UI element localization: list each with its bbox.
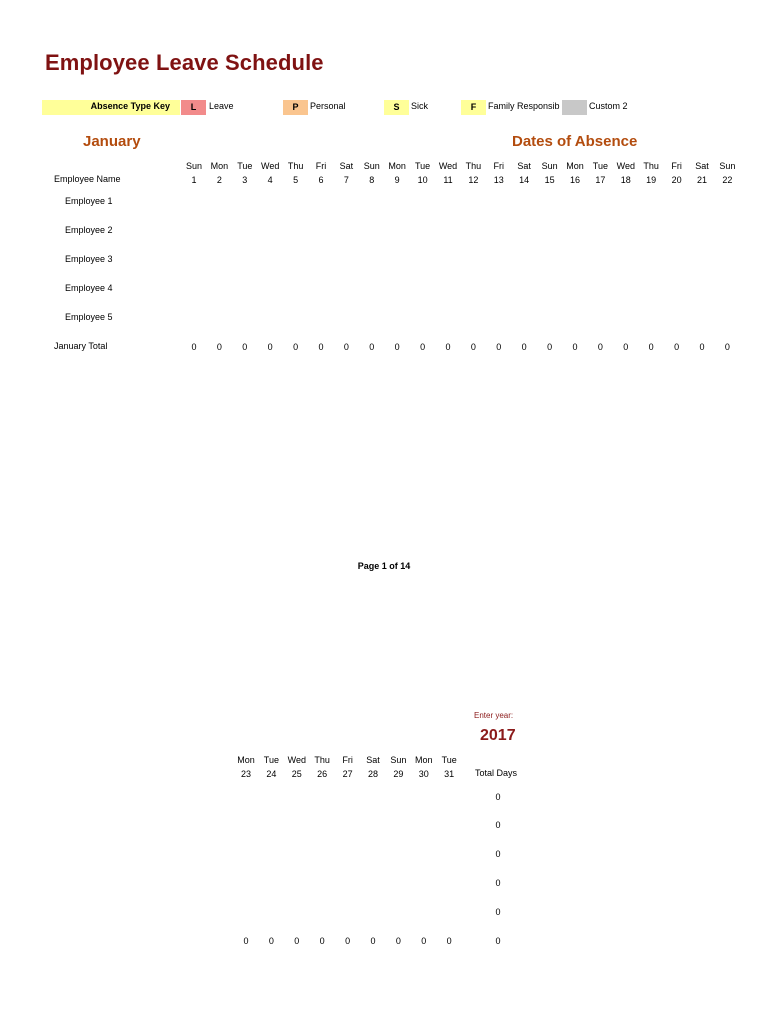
day-number-header: 21	[696, 175, 707, 185]
absence-cell[interactable]	[233, 791, 259, 805]
absence-cell[interactable]	[460, 283, 486, 297]
absence-cell[interactable]	[360, 848, 386, 862]
absence-cell[interactable]	[638, 312, 664, 326]
absence-cell[interactable]	[435, 225, 461, 239]
daily-total: 0	[345, 936, 351, 946]
day-of-week-header: Fri	[493, 161, 505, 171]
absence-key-label-3: Sick	[411, 101, 429, 111]
day-number-header: 10	[417, 175, 428, 185]
absence-cell[interactable]	[359, 254, 385, 268]
daily-total: 0	[648, 342, 654, 352]
day-number-header: 6	[318, 175, 324, 185]
absence-cell[interactable]	[613, 196, 639, 210]
absence-cell[interactable]	[359, 225, 385, 239]
absence-cell[interactable]	[638, 283, 664, 297]
day-of-week-header: Mon	[388, 161, 406, 171]
absence-cell[interactable]	[359, 283, 385, 297]
daily-total: 0	[243, 936, 249, 946]
day-number-header: 19	[646, 175, 657, 185]
absence-cell[interactable]	[460, 312, 486, 326]
absence-cell[interactable]	[486, 283, 512, 297]
absence-cell[interactable]	[537, 254, 563, 268]
day-number-header: 15	[544, 175, 555, 185]
day-of-week-header: Fri	[315, 161, 327, 171]
absence-cell[interactable]	[258, 848, 284, 862]
absence-key-label-5: Custom 2	[589, 101, 628, 111]
absence-cell[interactable]	[511, 196, 537, 210]
absence-cell[interactable]	[486, 312, 512, 326]
day-of-week-header: Tue	[263, 755, 279, 765]
employee-total-days: 0	[495, 907, 501, 917]
absence-cell[interactable]	[587, 196, 613, 210]
day-of-week-header: Mon	[237, 755, 255, 765]
day-number-header: 7	[343, 175, 349, 185]
daily-total: 0	[724, 342, 730, 352]
daily-total: 0	[421, 936, 427, 946]
day-of-week-header: Tue	[592, 161, 608, 171]
day-of-week-header: Tue	[441, 755, 457, 765]
day-number-header: 24	[266, 769, 277, 779]
day-of-week-header: Mon	[210, 161, 229, 171]
absence-cell[interactable]	[385, 819, 411, 833]
absence-cell[interactable]	[714, 225, 740, 239]
day-number-header: 4	[267, 175, 273, 185]
absence-cell[interactable]	[258, 877, 284, 891]
daily-total: 0	[268, 936, 274, 946]
absence-cell[interactable]	[284, 848, 310, 862]
day-number-header: 9	[394, 175, 400, 185]
absence-cell[interactable]	[714, 196, 740, 210]
absence-key-label: Absence Type Key	[90, 101, 170, 111]
absence-cell[interactable]	[232, 225, 258, 239]
absence-cell[interactable]	[410, 283, 436, 297]
absence-cell[interactable]	[410, 312, 436, 326]
day-number-header: 27	[342, 769, 353, 779]
daily-total: 0	[216, 342, 222, 352]
absence-key-label-1: Leave	[209, 101, 234, 111]
absence-cell[interactable]	[309, 819, 335, 833]
day-number-header: 1	[191, 175, 197, 185]
absence-cell[interactable]	[384, 312, 410, 326]
absence-cell[interactable]	[283, 312, 309, 326]
month-heading: January	[83, 133, 141, 150]
day-of-week-header: Fri	[342, 755, 353, 765]
day-of-week-header: Sun	[390, 755, 407, 765]
day-of-week-header: Sun	[185, 161, 202, 171]
enter-year-label: Enter year:	[474, 711, 514, 720]
absence-cell[interactable]	[308, 196, 334, 210]
absence-cell[interactable]	[284, 791, 310, 805]
absence-cell[interactable]	[206, 225, 232, 239]
absence-cell[interactable]	[689, 312, 715, 326]
day-number-header: 23	[240, 769, 251, 779]
absence-cell[interactable]	[511, 312, 537, 326]
day-of-week-header: Tue	[237, 161, 253, 171]
absence-cell[interactable]	[435, 196, 461, 210]
absence-cell[interactable]	[257, 225, 283, 239]
daily-total: 0	[699, 342, 705, 352]
daily-total: 0	[597, 342, 603, 352]
employee-total-days: 0	[495, 820, 501, 830]
absence-cell[interactable]	[181, 254, 207, 268]
absence-cell[interactable]	[335, 877, 361, 891]
absence-cell[interactable]	[410, 225, 436, 239]
daily-total: 0	[318, 342, 324, 352]
day-number-header: 11	[443, 175, 453, 185]
employee-name-header: Employee Name	[54, 174, 121, 184]
day-of-week-header: Wed	[287, 755, 306, 765]
absence-key-label-4: Family Responsib	[488, 101, 560, 111]
absence-cell[interactable]	[537, 225, 563, 239]
absence-cell[interactable]	[664, 225, 690, 239]
day-number-header: 14	[519, 175, 530, 185]
absence-cell[interactable]	[384, 225, 410, 239]
absence-cell[interactable]	[206, 254, 232, 268]
absence-cell[interactable]	[360, 791, 386, 805]
absence-cell[interactable]	[664, 283, 690, 297]
absence-cell[interactable]	[385, 906, 411, 920]
absence-cell[interactable]	[460, 196, 486, 210]
absence-cell[interactable]	[410, 196, 436, 210]
employee-total-days: 0	[495, 849, 501, 859]
day-of-week-header: Sun	[541, 161, 558, 171]
day-number-header: 5	[293, 175, 299, 185]
absence-cell[interactable]	[309, 906, 335, 920]
daily-total: 0	[191, 342, 197, 352]
absence-cell[interactable]	[664, 254, 690, 268]
absence-cell[interactable]	[486, 254, 512, 268]
daily-total: 0	[521, 342, 527, 352]
absence-cell[interactable]	[613, 254, 639, 268]
day-number-header: 3	[242, 175, 248, 185]
daily-total: 0	[267, 342, 273, 352]
daily-total: 0	[343, 342, 349, 352]
absence-cell[interactable]	[410, 254, 436, 268]
absence-cell[interactable]	[664, 312, 690, 326]
employee-name[interactable]: Employee 4	[65, 283, 113, 293]
absence-cell[interactable]	[714, 254, 740, 268]
daily-total: 0	[319, 936, 325, 946]
absence-cell[interactable]	[232, 254, 258, 268]
daily-total: 0	[395, 936, 401, 946]
absence-cell[interactable]	[333, 254, 359, 268]
day-of-week-header: Sat	[366, 755, 380, 765]
absence-cell[interactable]	[335, 791, 361, 805]
day-of-week-header: Thu	[314, 755, 330, 765]
absence-cell[interactable]	[537, 283, 563, 297]
absence-cell[interactable]	[435, 254, 461, 268]
day-of-week-header: Tue	[415, 161, 431, 171]
dates-of-absence-heading: Dates of Absence	[512, 133, 638, 150]
day-of-week-header: Mon	[566, 161, 584, 171]
absence-cell[interactable]	[360, 877, 386, 891]
day-of-week-header: Mon	[415, 755, 433, 765]
day-number-header: 12	[468, 175, 479, 185]
daily-total: 0	[369, 342, 375, 352]
absence-cell[interactable]	[309, 791, 335, 805]
day-number-header: 28	[367, 769, 378, 779]
daily-total: 0	[242, 342, 248, 352]
january-total-label: January Total	[54, 341, 108, 351]
day-of-week-header: Thu	[287, 161, 304, 171]
absence-cell[interactable]	[587, 312, 613, 326]
absence-cell[interactable]	[359, 196, 385, 210]
absence-cell[interactable]	[284, 906, 310, 920]
absence-cell[interactable]	[333, 196, 359, 210]
absence-cell[interactable]	[435, 312, 461, 326]
employee-total-days: 0	[495, 792, 501, 802]
absence-cell[interactable]	[284, 819, 310, 833]
absence-cell[interactable]	[309, 877, 335, 891]
absence-cell[interactable]	[206, 312, 232, 326]
absence-key-code-2: P	[283, 100, 308, 115]
day-number-header: 2	[216, 175, 222, 185]
absence-cell[interactable]	[308, 283, 334, 297]
day-of-week-header: Wed	[261, 161, 280, 171]
absence-cell[interactable]	[283, 196, 309, 210]
absence-cell[interactable]	[486, 225, 512, 239]
absence-cell[interactable]	[638, 225, 664, 239]
employee-name[interactable]: Employee 3	[65, 254, 113, 264]
daily-total: 0	[394, 342, 400, 352]
absence-cell[interactable]	[411, 906, 437, 920]
day-of-week-header: Sat	[339, 161, 354, 171]
absence-cell[interactable]	[385, 791, 411, 805]
day-of-week-header: Wed	[438, 161, 458, 171]
day-number-header: 20	[671, 175, 682, 185]
absence-cell[interactable]	[537, 312, 563, 326]
absence-cell[interactable]	[283, 254, 309, 268]
day-number-header: 25	[291, 769, 302, 779]
absence-cell[interactable]	[613, 283, 639, 297]
day-number-header: 29	[393, 769, 404, 779]
daily-total: 0	[572, 342, 578, 352]
absence-cell[interactable]	[714, 283, 740, 297]
day-number-header: 17	[595, 175, 606, 185]
absence-cell[interactable]	[714, 312, 740, 326]
absence-cell[interactable]	[436, 791, 462, 805]
absence-cell[interactable]	[360, 906, 386, 920]
daily-total: 0	[370, 936, 376, 946]
absence-cell[interactable]	[638, 254, 664, 268]
absence-cell[interactable]	[333, 225, 359, 239]
absence-cell[interactable]	[233, 819, 259, 833]
employee-name[interactable]: Employee 1	[65, 196, 113, 206]
employee-total-days: 0	[495, 878, 501, 888]
absence-key-code-1: L	[181, 100, 206, 115]
page-footer: Page 1 of 14	[357, 561, 411, 571]
absence-cell[interactable]	[257, 196, 283, 210]
daily-total: 0	[294, 936, 300, 946]
page-title: Employee Leave Schedule	[45, 50, 324, 75]
daily-total: 0	[445, 342, 451, 352]
daily-total: 0	[547, 342, 553, 352]
day-of-week-header: Fri	[671, 161, 682, 171]
absence-cell[interactable]	[309, 848, 335, 862]
day-of-week-header: Thu	[465, 161, 482, 171]
absence-cell[interactable]	[689, 196, 715, 210]
absence-cell[interactable]	[232, 196, 258, 210]
day-of-week-header: Sat	[517, 161, 531, 171]
day-number-header: 18	[620, 175, 631, 185]
year-value[interactable]: 2017	[480, 727, 516, 744]
absence-cell[interactable]	[613, 225, 639, 239]
absence-cell[interactable]	[511, 283, 537, 297]
absence-cell[interactable]	[460, 254, 486, 268]
absence-cell[interactable]	[308, 312, 334, 326]
employee-name[interactable]: Employee 5	[65, 312, 113, 322]
absence-cell[interactable]	[258, 791, 284, 805]
absence-cell[interactable]	[257, 283, 283, 297]
absence-cell[interactable]	[511, 254, 537, 268]
absence-cell[interactable]	[335, 819, 361, 833]
absence-key-code-5	[562, 100, 587, 115]
absence-cell[interactable]	[181, 196, 207, 210]
absence-cell[interactable]	[335, 848, 361, 862]
grand-total-days: 0	[495, 936, 501, 946]
absence-cell[interactable]	[232, 312, 258, 326]
absence-cell[interactable]	[435, 283, 461, 297]
absence-cell[interactable]	[587, 225, 613, 239]
absence-cell[interactable]	[689, 225, 715, 239]
day-number-header: 13	[493, 175, 504, 185]
absence-cell[interactable]	[335, 906, 361, 920]
daily-total: 0	[293, 342, 299, 352]
daily-total: 0	[420, 342, 426, 352]
daily-total: 0	[674, 342, 680, 352]
absence-cell[interactable]	[562, 225, 588, 239]
day-number-header: 22	[722, 175, 733, 185]
absence-cell[interactable]	[689, 283, 715, 297]
day-number-header: 16	[569, 175, 580, 185]
absence-cell[interactable]	[257, 254, 283, 268]
day-of-week-header: Sat	[695, 161, 709, 171]
absence-cell[interactable]	[411, 848, 437, 862]
day-of-week-header: Wed	[616, 161, 635, 171]
absence-cell[interactable]	[562, 312, 588, 326]
absence-cell[interactable]	[436, 906, 462, 920]
absence-cell[interactable]	[384, 196, 410, 210]
employee-name[interactable]: Employee 2	[65, 225, 113, 235]
absence-cell[interactable]	[664, 196, 690, 210]
absence-cell[interactable]	[283, 225, 309, 239]
absence-cell[interactable]	[284, 877, 310, 891]
absence-cell[interactable]	[181, 312, 207, 326]
absence-cell[interactable]	[436, 819, 462, 833]
absence-cell[interactable]	[587, 254, 613, 268]
daily-total: 0	[496, 342, 502, 352]
absence-key-label-2: Personal	[310, 101, 346, 111]
absence-cell[interactable]	[258, 906, 284, 920]
day-number-header: 8	[369, 175, 375, 185]
absence-cell[interactable]	[587, 283, 613, 297]
absence-cell[interactable]	[562, 196, 588, 210]
absence-cell[interactable]	[360, 819, 386, 833]
absence-cell[interactable]	[436, 877, 462, 891]
absence-cell[interactable]	[562, 254, 588, 268]
absence-cell[interactable]	[638, 196, 664, 210]
absence-cell[interactable]	[181, 225, 207, 239]
absence-cell[interactable]	[233, 848, 259, 862]
absence-cell[interactable]	[333, 312, 359, 326]
absence-cell[interactable]	[233, 906, 259, 920]
absence-cell[interactable]	[411, 791, 437, 805]
daily-total: 0	[470, 342, 476, 352]
absence-cell[interactable]	[333, 283, 359, 297]
day-number-header: 31	[444, 769, 455, 779]
day-number-header: 26	[317, 769, 328, 779]
absence-cell[interactable]	[486, 196, 512, 210]
absence-cell[interactable]	[181, 283, 207, 297]
absence-cell[interactable]	[283, 283, 309, 297]
absence-key-code-4: F	[461, 100, 486, 115]
absence-cell[interactable]	[511, 225, 537, 239]
absence-key-code-3: S	[384, 100, 409, 115]
absence-cell[interactable]	[233, 877, 259, 891]
absence-cell[interactable]	[384, 283, 410, 297]
absence-cell[interactable]	[689, 254, 715, 268]
absence-cell[interactable]	[460, 225, 486, 239]
absence-cell[interactable]	[308, 254, 334, 268]
day-of-week-header: Sun	[719, 161, 736, 171]
day-of-week-header: Sun	[363, 161, 380, 171]
day-number-header: 30	[418, 769, 429, 779]
absence-cell[interactable]	[206, 283, 232, 297]
absence-cell[interactable]	[385, 848, 411, 862]
absence-cell[interactable]	[258, 819, 284, 833]
absence-cell[interactable]	[206, 196, 232, 210]
absence-cell[interactable]	[411, 877, 437, 891]
absence-cell[interactable]	[411, 819, 437, 833]
absence-cell[interactable]	[385, 877, 411, 891]
daily-total: 0	[623, 342, 629, 352]
day-of-week-header: Thu	[643, 161, 659, 171]
daily-total: 0	[446, 936, 452, 946]
absence-cell[interactable]	[436, 848, 462, 862]
absence-cell[interactable]	[384, 254, 410, 268]
absence-cell[interactable]	[613, 312, 639, 326]
total-days-header: Total Days	[475, 768, 518, 778]
absence-cell[interactable]	[359, 312, 385, 326]
absence-cell[interactable]	[257, 312, 283, 326]
absence-cell[interactable]	[537, 196, 563, 210]
absence-cell[interactable]	[308, 225, 334, 239]
absence-cell[interactable]	[562, 283, 588, 297]
absence-cell[interactable]	[232, 283, 258, 297]
